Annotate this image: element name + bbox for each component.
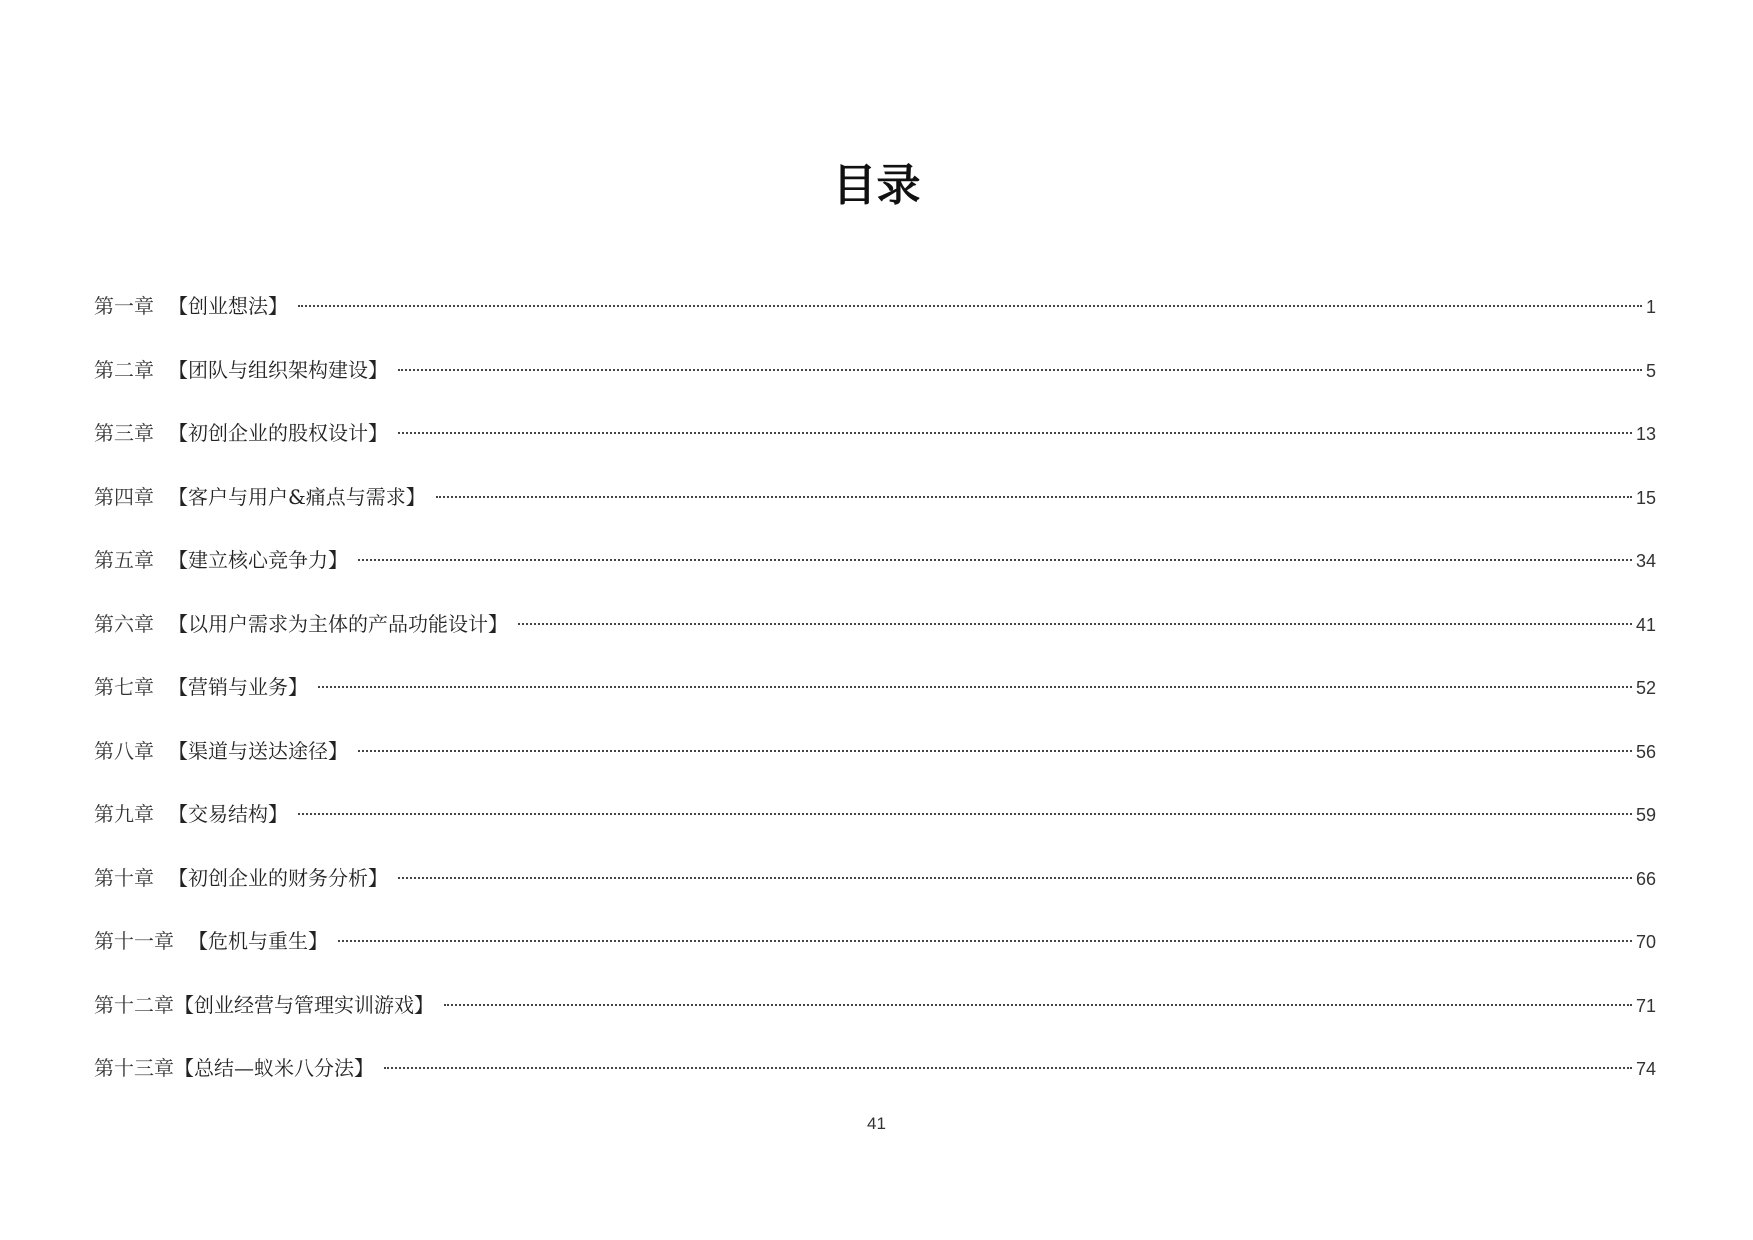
toc-chapter-label: 第七章 (94, 675, 154, 699)
toc-page-number: 66 (1635, 868, 1656, 889)
toc-entry[interactable] (94, 544, 1656, 608)
toc-chapter-label: 第二章 (94, 357, 154, 382)
toc-entry[interactable] (94, 1052, 1656, 1116)
toc-chapter-title: 【渠道与送达途径】 (168, 738, 348, 763)
toc-dot-leader (398, 432, 1632, 434)
toc-dot-leader (398, 877, 1632, 879)
toc-entry[interactable] (94, 608, 1656, 672)
toc-dot-leader (298, 813, 1632, 815)
toc-chapter-title: 【建立核心竞争力】 (168, 548, 348, 572)
toc-page-number: 70 (1635, 932, 1656, 952)
toc-chapter-label: 第五章 (94, 548, 154, 572)
toc-chapter-label: 第三章 (94, 421, 154, 445)
toc-entry[interactable] (94, 989, 1656, 1053)
toc-entry[interactable] (94, 417, 1656, 481)
toc-dot-leader (298, 305, 1642, 307)
toc-entry[interactable] (94, 354, 1656, 418)
toc-chapter-title: 【总结—蚁米八分法】 (174, 1056, 374, 1080)
toc-dot-leader (318, 686, 1632, 688)
toc-dot-leader (436, 496, 1632, 498)
toc-chapter-title: 【创业想法】 (168, 294, 288, 318)
toc-page-number: 56 (1635, 741, 1656, 762)
toc-page-number: 5 (1645, 360, 1656, 381)
toc-chapter-title: 【初创企业的股权设计】 (168, 421, 388, 445)
toc-entry[interactable] (94, 290, 1656, 354)
toc-page-number: 41 (1635, 614, 1656, 635)
toc-chapter-label: 第一章 (94, 294, 154, 318)
toc-entry[interactable] (94, 735, 1656, 799)
toc-page-number: 74 (1635, 1059, 1656, 1079)
toc-chapter-title: 【团队与组织架构建设】 (168, 357, 388, 382)
toc-chapter-label: 第九章 (94, 802, 154, 826)
toc-page-number: 15 (1635, 487, 1656, 508)
toc-chapter-title: 【危机与重生】 (188, 929, 328, 953)
toc-dot-leader (338, 940, 1632, 942)
toc-chapter-title: 【以用户需求为主体的产品功能设计】 (168, 611, 508, 636)
toc-chapter-label: 第十二章 (94, 992, 174, 1017)
page-title: 目录 (832, 160, 921, 211)
toc-dot-leader (518, 623, 1632, 625)
toc-entry[interactable] (94, 481, 1656, 545)
toc-page-number: 59 (1635, 805, 1656, 825)
toc-chapter-title: 【营销与业务】 (168, 675, 308, 699)
toc-chapter-label: 第四章 (94, 484, 154, 509)
toc-page-number: 52 (1635, 678, 1656, 698)
toc-chapter-label: 第六章 (94, 611, 154, 636)
toc-dot-leader (358, 559, 1632, 561)
toc-chapter-label: 第十章 (94, 865, 154, 890)
toc-chapter-label: 第八章 (94, 738, 154, 763)
table-of-contents (94, 290, 1656, 1116)
toc-chapter-label: 第十一章 (94, 929, 174, 953)
toc-page-number: 34 (1635, 551, 1656, 571)
page-footer-number: 41 (867, 1114, 886, 1133)
toc-chapter-title: 【创业经营与管理实训游戏】 (174, 992, 434, 1017)
toc-chapter-title: 【初创企业的财务分析】 (168, 865, 388, 890)
toc-entry[interactable] (94, 862, 1656, 926)
toc-entry[interactable] (94, 671, 1656, 735)
toc-chapter-label: 第十三章 (94, 1056, 174, 1080)
toc-page-number: 13 (1635, 424, 1656, 444)
toc-entry[interactable] (94, 798, 1656, 862)
toc-chapter-title: 【客户与用户&痛点与需求】 (168, 484, 426, 509)
toc-entry[interactable] (94, 925, 1656, 989)
toc-chapter-title: 【交易结构】 (168, 802, 288, 826)
toc-dot-leader (398, 369, 1642, 371)
toc-page-number: 71 (1635, 995, 1656, 1016)
toc-page-number: 1 (1645, 297, 1656, 317)
toc-dot-leader (444, 1004, 1632, 1006)
toc-dot-leader (384, 1067, 1632, 1069)
toc-dot-leader (358, 750, 1632, 752)
